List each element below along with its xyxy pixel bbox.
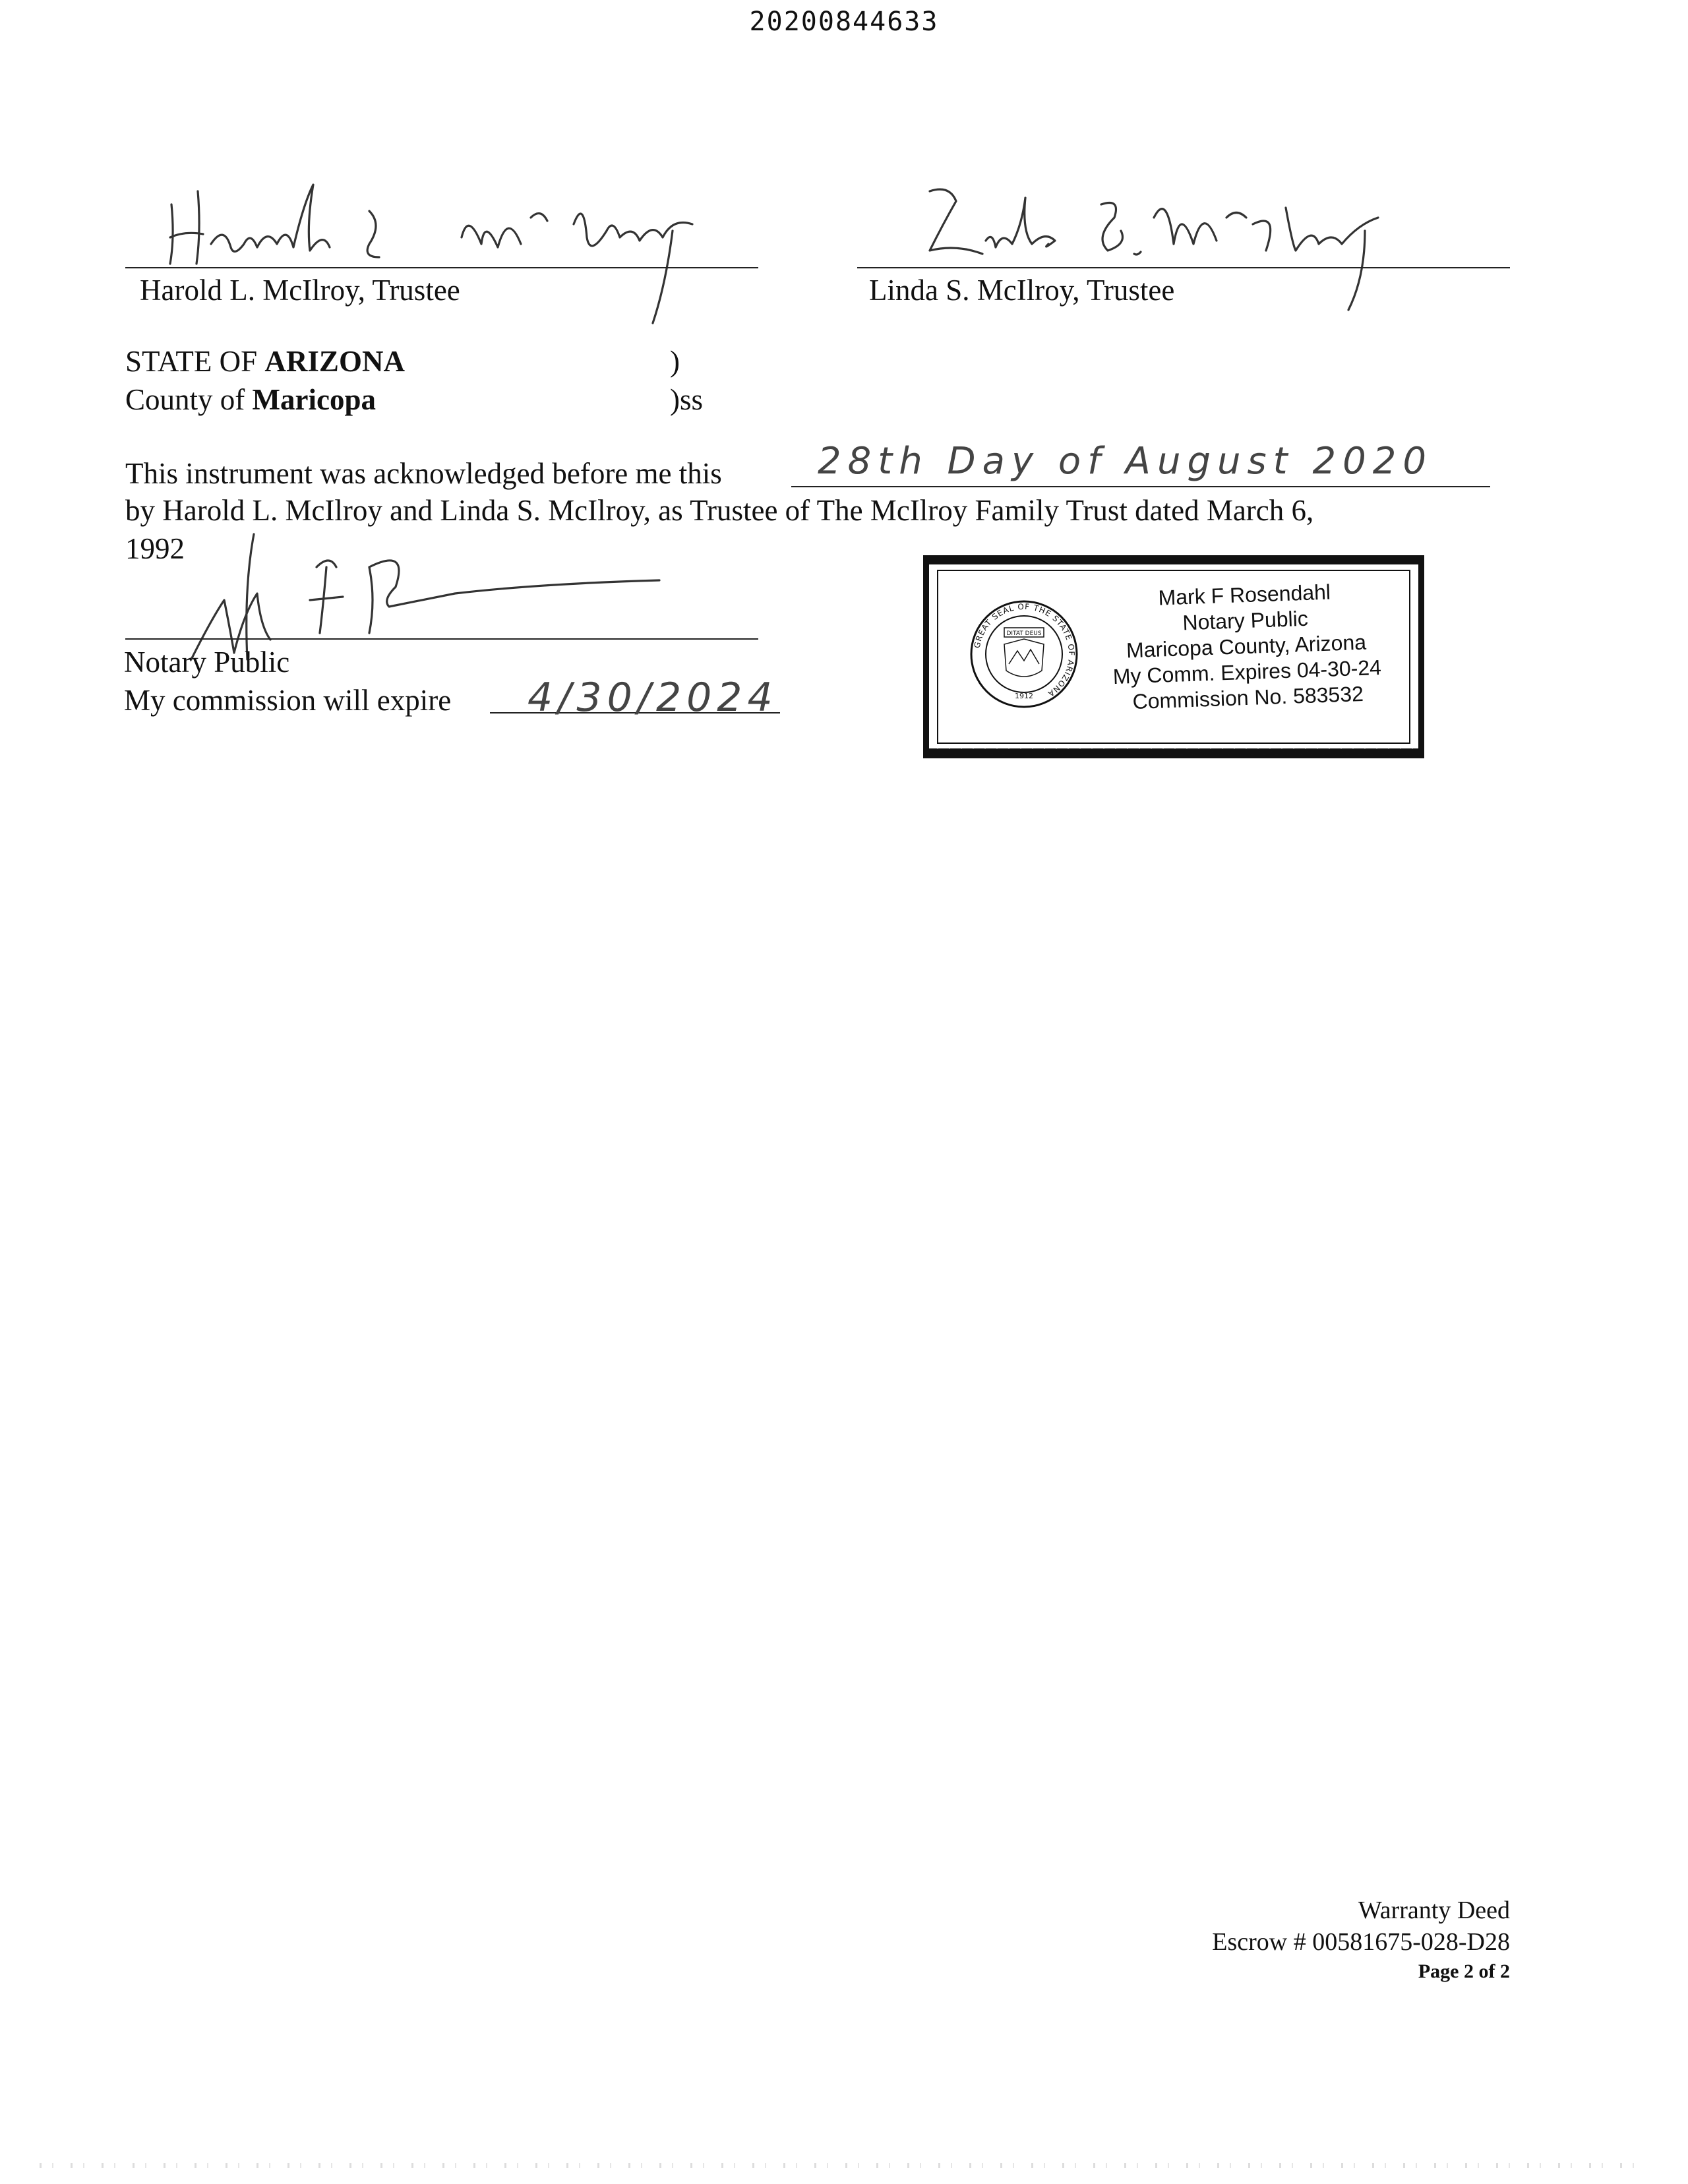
county-name: Maricopa xyxy=(252,383,376,416)
county-line xyxy=(125,385,376,415)
right-printed-name: Linda S. McIlroy, Trustee xyxy=(869,274,1175,307)
seal-ring-text: GREAT SEAL OF THE STATE OF ARIZONA xyxy=(972,601,1077,699)
county-prefix: County of xyxy=(125,383,253,416)
seal-year: 1912 xyxy=(1015,692,1033,700)
recording-number: 20200844633 xyxy=(749,7,939,37)
notary-signature-line xyxy=(125,638,758,640)
ack-date-line xyxy=(791,486,1490,487)
notary-public-label: Notary Public xyxy=(124,646,290,679)
stamp-text-block xyxy=(1086,577,1407,717)
stamp-county: Maricopa County, Arizona xyxy=(1126,630,1367,663)
county-paren: )ss xyxy=(670,383,704,416)
footer-doc-type: Warranty Deed xyxy=(1358,1896,1510,1924)
stamp-expires: My Comm. Expires 04-30-24 xyxy=(1112,655,1382,689)
state-paren: ) xyxy=(670,345,680,378)
harold-signature xyxy=(152,165,745,336)
stamp-notary-name: Mark F Rosendahl xyxy=(1157,580,1331,610)
commission-expire-label: My commission will expire xyxy=(124,684,452,717)
left-signature-line xyxy=(125,267,758,268)
linda-signature xyxy=(857,178,1451,330)
ack-handwritten-date: 28th Day of August 2020 xyxy=(818,440,1433,483)
stamp-notary-title: Notary Public xyxy=(1182,606,1309,635)
arizona-state-seal xyxy=(968,598,1080,710)
state-prefix: STATE OF xyxy=(125,345,265,378)
acknowledgment-line1: This instrument was acknowledged before me this xyxy=(125,457,722,490)
expire-handwritten-date: 4/30/2024 xyxy=(528,675,778,721)
notary-stamp xyxy=(923,551,1424,762)
right-signature-line xyxy=(857,267,1510,268)
seal-motto: DITAT DEUS xyxy=(1006,630,1042,637)
scan-edge-artifacts xyxy=(40,2163,1648,2168)
stamp-commission-no: Commission No. 583532 xyxy=(1131,681,1364,714)
footer-escrow: Escrow # 00581675-028-D28 xyxy=(1212,1928,1510,1956)
state-name: ARIZONA xyxy=(264,345,405,378)
acknowledgment-line3: 1992 xyxy=(125,532,185,565)
acknowledgment-line2: by Harold L. McIlroy and Linda S. McIlroy, as Trustee of The McIlroy Family Trust dated March 6, xyxy=(125,494,1314,527)
footer-page: Page 2 of 2 xyxy=(1418,1960,1510,1982)
left-printed-name: Harold L. McIlroy, Trustee xyxy=(140,274,460,307)
state-line xyxy=(125,347,405,377)
